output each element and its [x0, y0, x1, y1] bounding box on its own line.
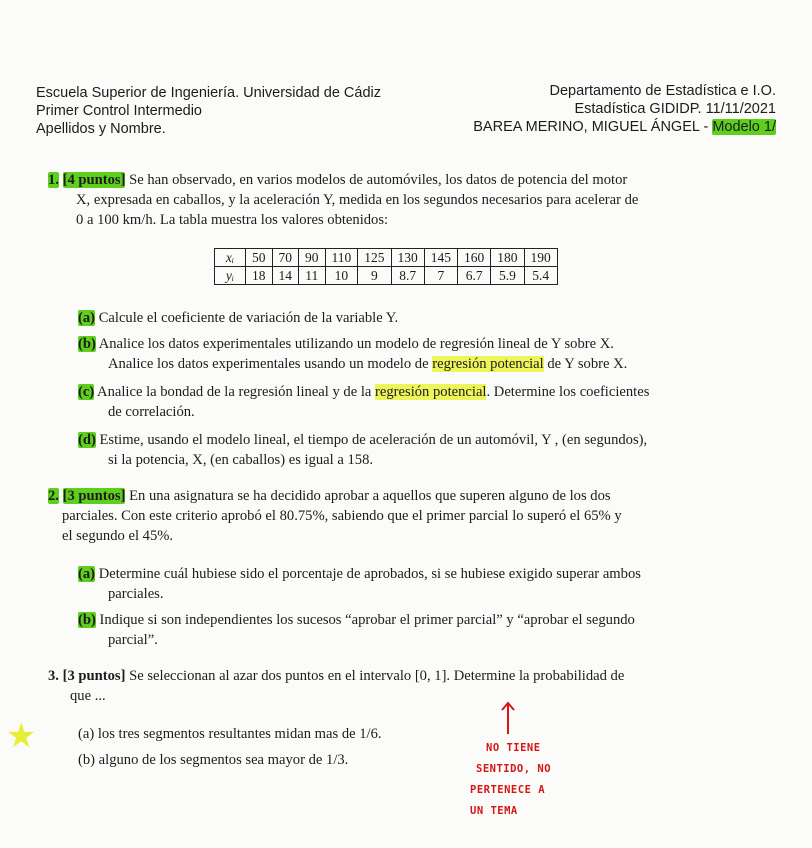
name-label: Apellidos y Nombre. [36, 121, 166, 137]
q1-number: 1. [48, 172, 59, 188]
q1-part-b [78, 334, 778, 374]
q2-intro-line-2: parciales. Con este criterio aprobó el 80.75%, sabiendo que el primer parcial lo superó el 65% y [62, 508, 622, 524]
q1-b-line-1: Analice los datos experimentales utilizando un modelo de regresión lineal de Y sobre X. [98, 336, 614, 352]
question-2 [48, 486, 778, 546]
x-value: 130 [391, 249, 424, 267]
q1-d-mark: (d) [78, 432, 96, 448]
header-right [356, 82, 776, 136]
q1-a-text: Calcule el coeficiente de variación de la variable Y. [98, 310, 399, 326]
q2-part-b [78, 610, 778, 650]
q1-b-mark: (b) [78, 336, 96, 352]
y-value: 11 [299, 267, 326, 285]
q2-a-mark: (a) [78, 566, 96, 582]
y-value: 7 [424, 267, 457, 285]
note-line-3: PERTENECE A [470, 784, 546, 796]
school-name: Escuela Superior de Ingeniería. Universidad de Cádiz [36, 85, 381, 101]
x-value: 110 [325, 249, 358, 267]
x-label: xᵢ [215, 249, 246, 267]
handwritten-note [470, 738, 620, 822]
q3-points: [3 puntos] [62, 668, 126, 684]
q2-a-line-2: parciales. [108, 586, 164, 602]
arrow-up-icon [498, 700, 518, 736]
q1-part-a [78, 308, 778, 328]
q1-intro-text-1: Se han observado, en varios modelos de automóviles, los datos de potencia del motor [129, 172, 628, 188]
q1-intro-line-3: 0 a 100 km/h. La tabla muestra los valores obtenidos: [76, 212, 389, 228]
q1-b-line-2-pre: Analice los datos experimentales usando un modelo de [108, 356, 429, 372]
q1-c-line-2: de correlación. [108, 404, 195, 420]
q1-b-highlight: regresión potencial [432, 356, 544, 372]
y-value: 5.9 [491, 267, 524, 285]
student-line [356, 118, 776, 136]
q1-points: [4 puntos] [62, 172, 126, 188]
q2-b-line-2: parcial”. [108, 632, 158, 648]
table-row-x [215, 249, 558, 267]
question-3 [48, 666, 778, 706]
q1-part-c [78, 382, 778, 422]
y-value: 5.4 [524, 267, 557, 285]
q3-intro-text-1: Se seleccionan al azar dos puntos en el intervalo [0, 1]. Determine la probabilidad de [129, 668, 625, 684]
model-label: Modelo 1/ [712, 119, 776, 135]
header-left [36, 84, 381, 138]
q2-a-line-1: Determine cuál hubiese sido el porcentaje de aprobados, si se hubiese exigido superar ambos [98, 566, 641, 582]
control-name: Primer Control Intermedio [36, 103, 202, 119]
x-value: 190 [524, 249, 557, 267]
y-label: yᵢ [215, 267, 246, 285]
q2-b-line-1: Indique si son independientes los sucesos “aprobar el primer parcial” y “aprobar el segundo [99, 612, 635, 628]
q2-points: [3 puntos] [62, 488, 126, 504]
q1-b-line-2-post: de Y sobre X. [547, 356, 628, 372]
q1-data-table [214, 248, 558, 285]
q1-part-d [78, 430, 778, 470]
q1-intro-line-2: X, expresada en caballos, y la aceleración Y, medida en los segundos necesarios para acelerar de [76, 192, 639, 208]
y-value: 8.7 [391, 267, 424, 285]
y-value: 18 [246, 267, 273, 285]
question-1 [48, 170, 778, 230]
q3-part-b: (b) alguno de los segmentos sea mayor de 1/3. [78, 752, 349, 768]
table-row-y [215, 267, 558, 285]
q3-part-a: (a) los tres segmentos resultantes midan mas de 1/6. [78, 726, 382, 742]
y-value: 14 [272, 267, 299, 285]
q1-c-line-1-pre: Analice la bondad de la regresión lineal y de la [97, 384, 372, 400]
q2-part-a [78, 564, 778, 604]
q1-a-mark: (a) [78, 310, 96, 326]
department-name: Departamento de Estadística e I.O. [549, 83, 776, 99]
y-value: 9 [358, 267, 391, 285]
star-icon: ★ [6, 718, 37, 755]
note-line-2: SENTIDO, NO [476, 763, 552, 775]
q2-intro-text-1: En una asignatura se ha decidido aprobar a aquellos que superen alguno de los dos [129, 488, 611, 504]
q1-c-line-1-post: . Determine los coeficientes [486, 384, 650, 400]
student-name: BAREA MERINO, MIGUEL ÁNGEL - [473, 119, 709, 135]
x-value: 145 [424, 249, 457, 267]
note-line-4: UN TEMA [470, 805, 518, 817]
q3-intro-line-2: que ... [70, 688, 106, 704]
x-value: 180 [491, 249, 524, 267]
course-date: Estadística GIDIDP. 11/11/2021 [574, 101, 776, 117]
q1-d-line-2: si la potencia, X, (en caballos) es igual a 158. [108, 452, 374, 468]
q2-b-mark: (b) [78, 612, 96, 628]
x-value: 50 [246, 249, 273, 267]
x-value: 125 [358, 249, 391, 267]
q1-c-highlight: regresión potencial [375, 384, 487, 400]
q3-number: 3. [48, 668, 59, 684]
note-line-1: NO TIENE [486, 742, 541, 754]
q2-number: 2. [48, 488, 59, 504]
y-value: 10 [325, 267, 358, 285]
q2-intro-line-3: el segundo el 45%. [62, 528, 174, 544]
q1-d-line-1: Estime, usando el modelo lineal, el tiempo de aceleración de un automóvil, Y , (en segundos), [99, 432, 648, 448]
x-value: 90 [299, 249, 326, 267]
x-value: 160 [458, 249, 491, 267]
y-value: 6.7 [458, 267, 491, 285]
q1-intro-line-1 [48, 170, 778, 190]
x-value: 70 [272, 249, 299, 267]
q1-c-mark: (c) [78, 384, 95, 400]
